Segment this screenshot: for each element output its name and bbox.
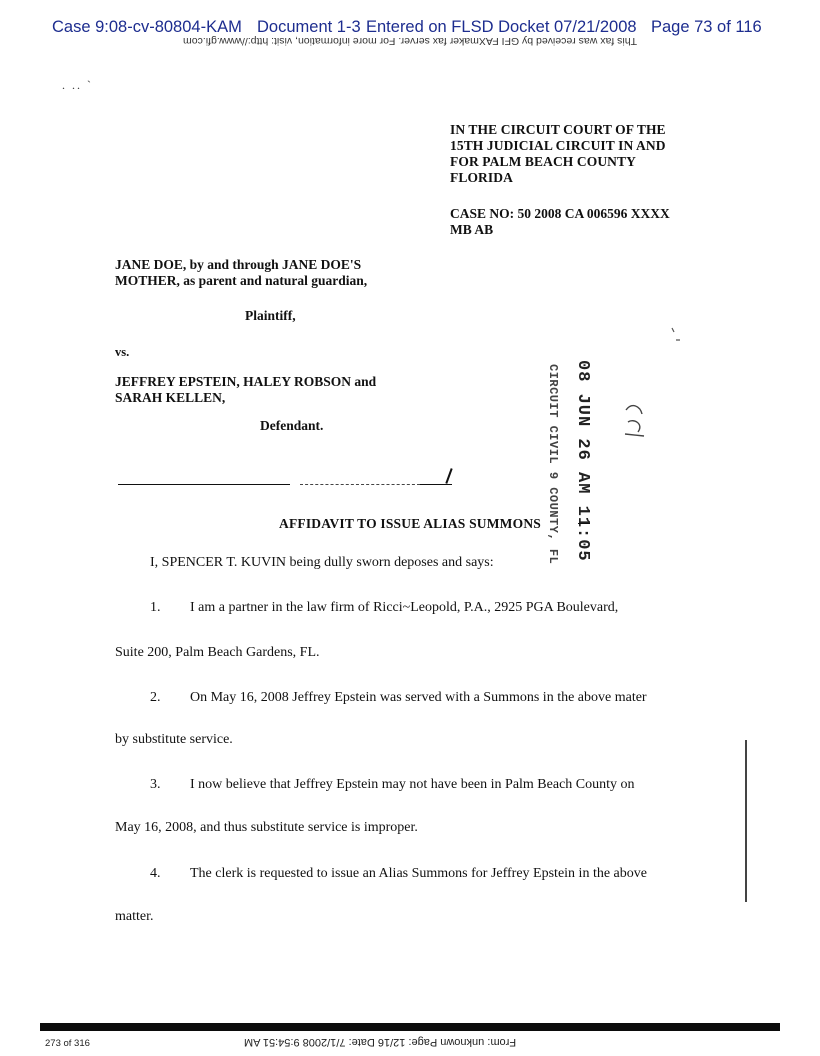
stamp-office-line: COUNTY, FL <box>546 487 560 565</box>
case-number-line: MB AB <box>450 222 494 237</box>
defendant-line: JEFFREY EPSTEIN, HALEY ROBSON and <box>115 374 377 389</box>
margin-mark <box>670 326 682 350</box>
versus-label: vs. <box>115 345 130 359</box>
paragraph-number: 3. <box>150 777 161 792</box>
stamp-office-line: CIRCUIT CIVIL 9 <box>546 364 560 480</box>
paragraph-number: 4. <box>150 866 161 881</box>
stamp-date: 08 JUN 26 AM 11:05 <box>573 360 592 562</box>
margin-bar <box>745 740 747 902</box>
plaintiff-line: MOTHER, as parent and natural guardian, <box>115 273 368 288</box>
court-line: FOR PALM BEACH COUNTY <box>450 154 636 169</box>
caption-rule <box>118 484 290 485</box>
court-caption <box>450 122 710 186</box>
caption-rule-end <box>420 484 452 485</box>
plaintiff-role: Plaintiff, <box>245 308 296 323</box>
paragraph-text-cont: matter. <box>115 909 154 924</box>
defendant-role: Defendant. <box>260 418 324 433</box>
header-case-number: Case 9:08-cv-80804-KAM <box>52 18 242 36</box>
court-header <box>0 8 820 34</box>
plaintiff-name <box>115 257 367 289</box>
paragraph-text: On May 16, 2008 Jeffrey Epstein was served with a Summons in the above mater <box>190 690 647 705</box>
paragraph-text: I now believe that Jeffrey Epstein may not have been in Palm Beach County on <box>190 777 635 792</box>
fax-banner: This fax was received by GFI FAXmaker fax server. For more information, visit: http://www.gfi.com <box>183 35 637 47</box>
header-page: Page 73 of 116 <box>651 18 762 36</box>
paragraph-number: 1. <box>150 600 161 615</box>
stamp-scribble-icon <box>622 400 648 440</box>
paragraph-number: 2. <box>150 690 161 705</box>
court-line: 15TH JUDICIAL CIRCUIT IN AND <box>450 138 666 153</box>
caption-slash <box>445 468 452 484</box>
filing-stamp <box>530 360 650 565</box>
paragraph-text: The clerk is requested to issue an Alias Summons for Jeffrey Epstein in the above <box>190 866 647 881</box>
document-title: AFFIDAVIT TO ISSUE ALIAS SUMMONS <box>279 516 541 531</box>
paragraph-text-cont: May 16, 2008, and thus substitute service is improper. <box>115 820 418 835</box>
court-line: FLORIDA <box>450 170 513 185</box>
court-line: IN THE CIRCUIT COURT OF THE <box>450 122 666 137</box>
case-number-line: CASE NO: 50 2008 CA 006596 XXXX <box>450 206 670 221</box>
affiant-intro: I, SPENCER T. KUVIN being dully sworn deposes and says: <box>150 555 494 570</box>
paragraph-text-cont: by substitute service. <box>115 732 233 747</box>
page-count: 273 of 316 <box>45 1038 90 1049</box>
header-document: Document 1-3 <box>257 18 361 36</box>
fax-footer-bar <box>40 1023 780 1031</box>
margin-tick-icon <box>670 326 682 346</box>
header-entered: Entered on FLSD Docket 07/21/2008 <box>366 18 637 36</box>
stamp-office <box>546 364 560 564</box>
plaintiff-line: JANE DOE, by and through JANE DOE'S <box>115 257 362 272</box>
paragraph-text-cont: Suite 200, Palm Beach Gardens, FL. <box>115 645 320 660</box>
caption-rule-dashed <box>300 484 420 485</box>
defendant-line: SARAH KELLEN, <box>115 390 226 405</box>
fax-footer-line: From: unknown Page: 12/16 Date: 7/1/2008 9:54:51 AM <box>243 1036 517 1048</box>
paragraph-text: I am a partner in the law firm of Ricci~Leopold, P.A., 2925 PGA Boulevard, <box>190 600 619 615</box>
title-dash <box>578 523 590 524</box>
scan-specks: . .. ` <box>62 78 93 92</box>
case-number <box>450 206 720 238</box>
defendants-names <box>115 374 376 406</box>
